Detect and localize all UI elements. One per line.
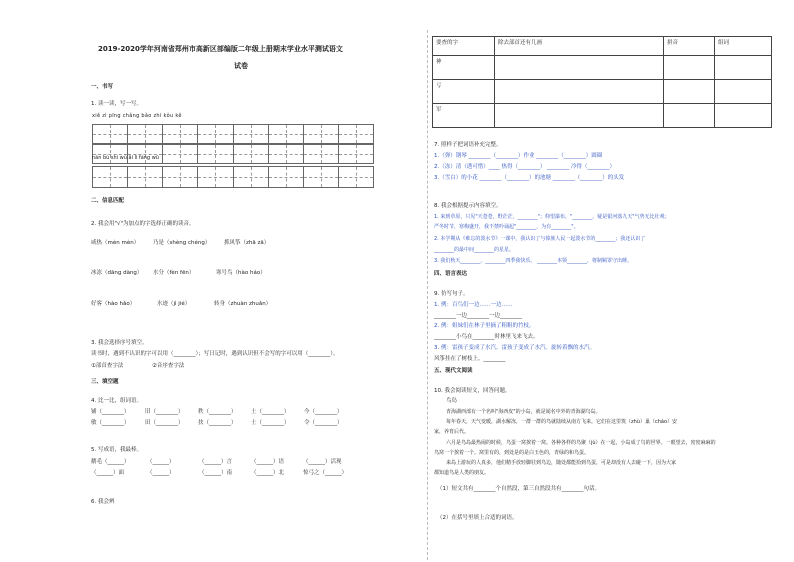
question-line: 1. 例：百鸟们一边……一边…… xyxy=(434,302,513,308)
pronunciation-choice[interactable]: 抓风筝（zhā zā） xyxy=(224,240,270,246)
sub-question: （1）短文共有________个自然段，第三自然段共有________句话。 xyxy=(437,486,601,492)
question-text: 2. 我会用"√"为加点的字选择正确的读音。 xyxy=(91,221,195,227)
answer-cell[interactable] xyxy=(495,56,664,80)
answer-cell[interactable] xyxy=(495,104,664,128)
writing-grid[interactable] xyxy=(92,124,374,144)
idiom-blank[interactable]: （______）言 xyxy=(199,459,233,465)
question-line: 1.（弹）钢琴 ________（________）作业 ________（________）圆圈 xyxy=(434,153,603,159)
section-heading: 三、填空题 xyxy=(91,379,119,385)
writing-grid[interactable] xyxy=(92,144,374,164)
answer-cell[interactable] xyxy=(715,56,772,80)
dictionary-table xyxy=(432,36,772,128)
table-header: 除去部首还有几画 xyxy=(495,37,664,56)
idiom-blank[interactable]: （______）北 xyxy=(251,470,285,476)
answer-cell[interactable] xyxy=(715,104,772,128)
sub-question: （2）在括号里填上合适的词语。 xyxy=(437,515,518,521)
question-line: 2.（冻）清（透可惜）____ 热得（________） ________ 冷得（________） xyxy=(434,164,615,170)
table-cell: 军 xyxy=(433,104,495,128)
question-text: 7. 照样子把词语补充完整。 xyxy=(434,142,502,148)
question-text: 10. 我会阅读短文，回答问题。 xyxy=(434,388,511,394)
question-text: 1. 读一读，写一写。 xyxy=(91,101,142,107)
pronunciation-choice[interactable]: 冰冻（dāng dàng） xyxy=(91,270,143,276)
question-line: 3. 例：雷孩子变成了水汽。雷孩子变成了水汽。旋转着飘的水汽。 xyxy=(434,345,595,351)
doc-title-2: 试卷 xyxy=(234,62,248,70)
question-text: 6. 我会辨 xyxy=(91,499,115,505)
answer-line[interactable]: ________小鸟在________时林里飞来飞去。 xyxy=(434,334,539,340)
answer-line[interactable]: ________一边________一边________ xyxy=(434,313,523,319)
question-line: 2. 例：姐妹们在林子里摘了粗粗的竹枝。 xyxy=(434,323,535,329)
word-blank[interactable]: 旧（________） xyxy=(145,409,184,415)
doc-title: 2019-2020学年河南省郑州市高新区部编版二年级上册期末学业水平测试语文 xyxy=(98,45,343,53)
question-text: 9. 仿写句子。 xyxy=(434,291,469,297)
question-text: 8. 我会根据提示内容填空。 xyxy=(434,203,502,209)
question-line: 严冬时节，寒梅盛开，我不禁吟诵起"________，为有________"。 xyxy=(434,224,579,230)
passage-title: 鸟岛 xyxy=(446,398,458,404)
section-heading: 五、现代文阅读 xyxy=(434,368,473,374)
answer-cell[interactable] xyxy=(664,80,715,104)
passage-line: 来岛上游玩的人真多，他们精手放轻脚驻到鸟边，随处都能拾到鸟蛋，可是却没有人去碰一下，因为大家 xyxy=(446,460,677,466)
answer-cell[interactable] xyxy=(715,80,772,104)
pinyin-row: xiě zì pīng chǎng bǎo zhí kǒu kě xyxy=(92,113,182,119)
answer-cell[interactable] xyxy=(664,56,715,80)
pronunciation-choice[interactable]: 转身（zhuàn zhuǎn） xyxy=(214,301,272,307)
pronunciation-choice[interactable]: 寒号鸟（hào háo） xyxy=(216,270,266,276)
answer-line[interactable]: 风筝挂在了树枝上。________ xyxy=(434,356,506,362)
question-line: 读书时，遇到不认识的字可以用（________）；写日记时，遇到认识但不会写的字可以用（________）。 xyxy=(91,351,339,357)
word-blank[interactable]: 田（________） xyxy=(145,420,184,426)
option-2: ②音序查字法 xyxy=(152,363,185,369)
pronunciation-choice[interactable]: 咸热（mèn mèn） xyxy=(91,240,140,246)
passage-line: 鸟窝一个挨着一个。窝里有的，到处是的是白玉色的，青绿的和鸟蛋。 xyxy=(434,450,590,456)
idiom-blank[interactable]: （______）语 xyxy=(251,459,285,465)
passage-line: 都知道鸟是人类的朋友。 xyxy=(434,470,490,476)
question-line: 3. 我们秋天________，________四季我快乐。 ________本领________，将制羁罩守出睡。 xyxy=(434,258,632,264)
word-blank[interactable]: 土（________） xyxy=(251,409,290,415)
option-1: ①部首查字法 xyxy=(91,363,124,369)
pronunciation-choice[interactable]: 水迹（jì jié） xyxy=(157,301,191,307)
word-blank[interactable]: 扶（________） xyxy=(198,420,237,426)
idiom-blank[interactable]: （______） xyxy=(147,470,175,476)
idiom-blank[interactable]: （______）南 xyxy=(199,470,233,476)
section-heading: 一、书写 xyxy=(91,84,114,90)
passage-line: 家，养育后代。 xyxy=(434,429,470,435)
section-heading: 二、信息匹配 xyxy=(91,198,125,204)
question-line: ________的最中间________的星星。 xyxy=(434,247,515,253)
question-line: 3.（雪白）的小花 ________（________）的池塘 ________（________）的头发 xyxy=(434,175,625,181)
question-text: 5. 写成语，我最棒。 xyxy=(91,447,142,453)
table-header: 要查的字 xyxy=(433,37,495,56)
pronunciation-choice[interactable]: 乃是（shèng chéng） xyxy=(153,240,211,246)
table-header: 组词 xyxy=(715,37,772,56)
answer-cell[interactable] xyxy=(664,104,715,128)
word-blank[interactable]: 铺（________） xyxy=(91,409,130,415)
word-blank[interactable]: 士（________） xyxy=(251,420,290,426)
table-cell: 亏 xyxy=(433,80,495,104)
idiom-blank[interactable]: （______）面 xyxy=(91,470,125,476)
question-text: 4. 比一比，组词语。 xyxy=(91,398,142,404)
passage-line: 六月是鸟岛最热闹的时候，鸟蛋一窝挨着一窝。各种各样的鸟聚（jù）在一起，小岛成了鸟的世界。一眼望去，密密麻麻的 xyxy=(446,440,716,446)
question-line: 1. 来到草原，只见"天苍苍，野茫茫，________"；仰望瀑布，"________，疑是银河落九天"气势无比壮观； xyxy=(434,214,670,220)
word-blank[interactable]: 秩（________） xyxy=(198,409,237,415)
writing-grid[interactable] xyxy=(92,166,374,188)
passage-line: 青海湖西部有一个名叫"海西皮"的小岛，就是闻名中外的青海湖鸟岛。 xyxy=(446,409,601,415)
column-divider xyxy=(427,30,428,560)
table-cell: 神 xyxy=(433,56,495,80)
pinyin-row: nán bù shì wù ǎi lì fáng wū xyxy=(92,155,159,161)
pronunciation-choice[interactable]: 好客（hào hǎo） xyxy=(91,301,136,307)
question-line: 2. 本学期从《难忘的泼水节》一课中，我认识了与傣族人民一起泼水节的________；我还认识了 xyxy=(434,236,646,242)
idiom-blank[interactable]: （______） xyxy=(147,459,175,465)
question-text: 3. 我会选择序号填空。 xyxy=(91,340,148,346)
answer-cell[interactable] xyxy=(495,80,664,104)
section-heading: 四、语言表达 xyxy=(434,271,468,277)
word-blank[interactable]: 今（________） xyxy=(304,409,343,415)
passage-line: 每年春天，天气变暖，湖水解冻，一群一群的鸟就陆续从南方飞来。它们在这里筑（zhù）巢（cháo）安 xyxy=(446,419,678,425)
word-blank[interactable]: 令（________） xyxy=(304,420,343,426)
idiom-blank[interactable]: （______）活现 xyxy=(303,459,342,465)
idiom-blank[interactable]: 鹅毛（______） xyxy=(91,459,130,465)
idiom-blank[interactable]: 惊弓之（______） xyxy=(303,470,348,476)
pronunciation-choice[interactable]: 水分（fèn fēn） xyxy=(153,270,195,276)
table-header: 拼音 xyxy=(664,37,715,56)
word-blank[interactable]: 敏（________） xyxy=(91,420,130,426)
